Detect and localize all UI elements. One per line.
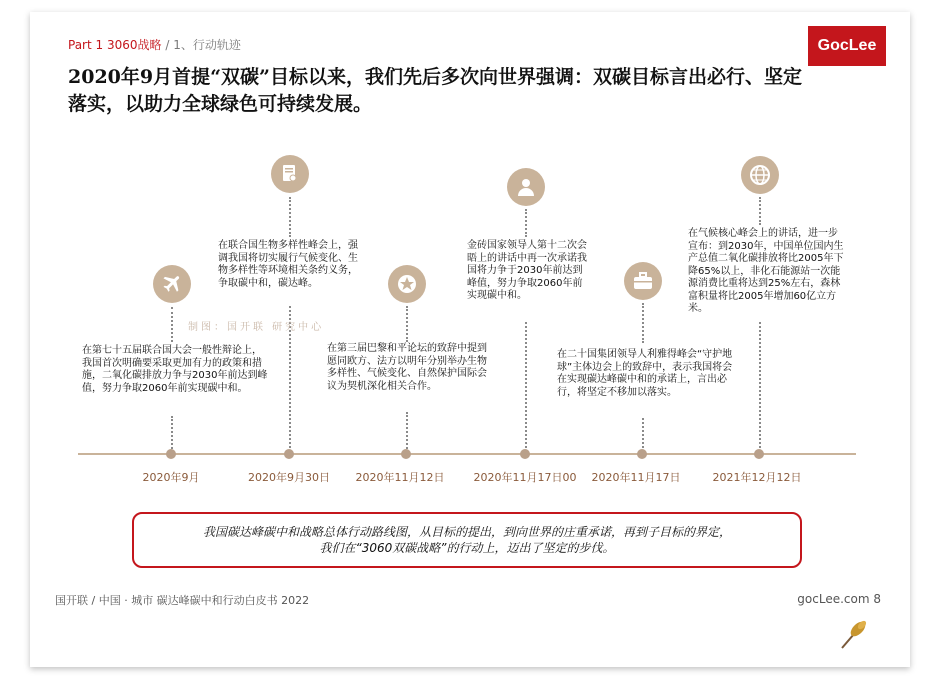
connector-line (171, 307, 173, 342)
goclee-logo[interactable]: GocLee (808, 26, 886, 66)
pushpin-icon (836, 616, 872, 656)
timeline-dot (284, 449, 294, 459)
summary-line: 我们在“3060双碳战略”的行动上，迈出了坚定的步伐。 (319, 541, 615, 555)
breadcrumb-section[interactable]: 1、行动轨迹 (173, 38, 241, 52)
timeline-date: 2020年11月17日00 (473, 471, 577, 484)
breadcrumb (68, 36, 241, 53)
footer-source: 国开联 / 中国 · 城市 碳达峰碳中和行动白皮书 2022 (55, 594, 310, 607)
summary-line: 我国碳达峰碳中和战略总体行动路线图，从目标的提出，到向世界的庄重承诺，再到子目标的界定， (202, 525, 731, 539)
timeline-date: 2020年9月30日 (248, 471, 330, 484)
connector-line (525, 209, 527, 237)
briefcase-icon (624, 262, 662, 300)
breadcrumb-separator: / (165, 38, 170, 52)
timeline-dot (520, 449, 530, 459)
timeline-dot (754, 449, 764, 459)
event-text: 在第三届巴黎和平论坛的致辞中提到愿同欧方、法方以明年分别举办生物多样性、气候变化、自然保护国际会议为契机深化相关合作。 (327, 343, 487, 392)
connector-line (406, 306, 408, 342)
page-title: 2020年9月首提“双碳”目标以来，我们先后多次向世界强调：双碳目标言出必行、坚定落实，以助力全球绿色可持续发展。 (68, 66, 802, 115)
event-text: 在第七十五届联合国大会一般性辩论上，我国首次明确要采取更加有力的政策和措施，二氧化碳排放力争与2030年前达到峰值，努力争取2060年前实现碳中和。 (82, 345, 268, 394)
connector-line (525, 322, 527, 452)
document-seal-icon (271, 155, 309, 193)
summary-box (132, 512, 802, 568)
sheriff-star-icon (388, 265, 426, 303)
connector-line (759, 197, 761, 225)
connector-line (406, 412, 408, 452)
connector-line (171, 416, 173, 452)
footer-page[interactable]: gocLee.com 8 (797, 592, 881, 606)
timeline-date: 2020年11月17日 (591, 471, 681, 484)
connector-line (642, 303, 644, 343)
timeline-date: 2020年9月 (142, 471, 200, 484)
connector-line (289, 197, 291, 237)
chart-credit: 制图：国开联 研究中心 (188, 322, 325, 333)
event-text: 在联合国生物多样性峰会上，强调我国将切实履行气候变化、生物多样性等环境相关条约义务，争取碳中和，碳达峰。 (218, 240, 358, 289)
connector-line (759, 322, 761, 452)
timeline-dot (637, 449, 647, 459)
person-icon (507, 168, 545, 206)
event-text: 金砖国家领导人第十二次会晤上的讲话中再一次承诺我国将力争于2030年前达到峰值，努力争取2060年前实现碳中和。 (467, 240, 587, 301)
timeline-dot (401, 449, 411, 459)
event-text: 在气候核心峰会上的讲话，进一步宣布：到2030年，中国单位国内生产总值二氧化碳排放将比2005年下降65%以上，非化石能源站一次能源消费比重将达到25%左右，森林富积量将比2005年增加60亿立方米。 (688, 228, 844, 314)
breadcrumb-part[interactable]: Part 1 3060战略 (68, 38, 162, 52)
event-text: 在二十国集团领导人利雅得峰会“守护地球”主体边会上的致辞中，表示我国将会在实现碳达峰碳中和的承诺上，言出必行，将坚定不移加以落实。 (557, 349, 733, 398)
globe-icon (741, 156, 779, 194)
timeline-dot (166, 449, 176, 459)
timeline-axis (78, 453, 856, 455)
airplane-icon (153, 265, 191, 303)
timeline-date: 2021年12月12日 (712, 471, 802, 484)
connector-line (642, 418, 644, 452)
timeline-date: 2020年11月12日 (355, 471, 445, 484)
